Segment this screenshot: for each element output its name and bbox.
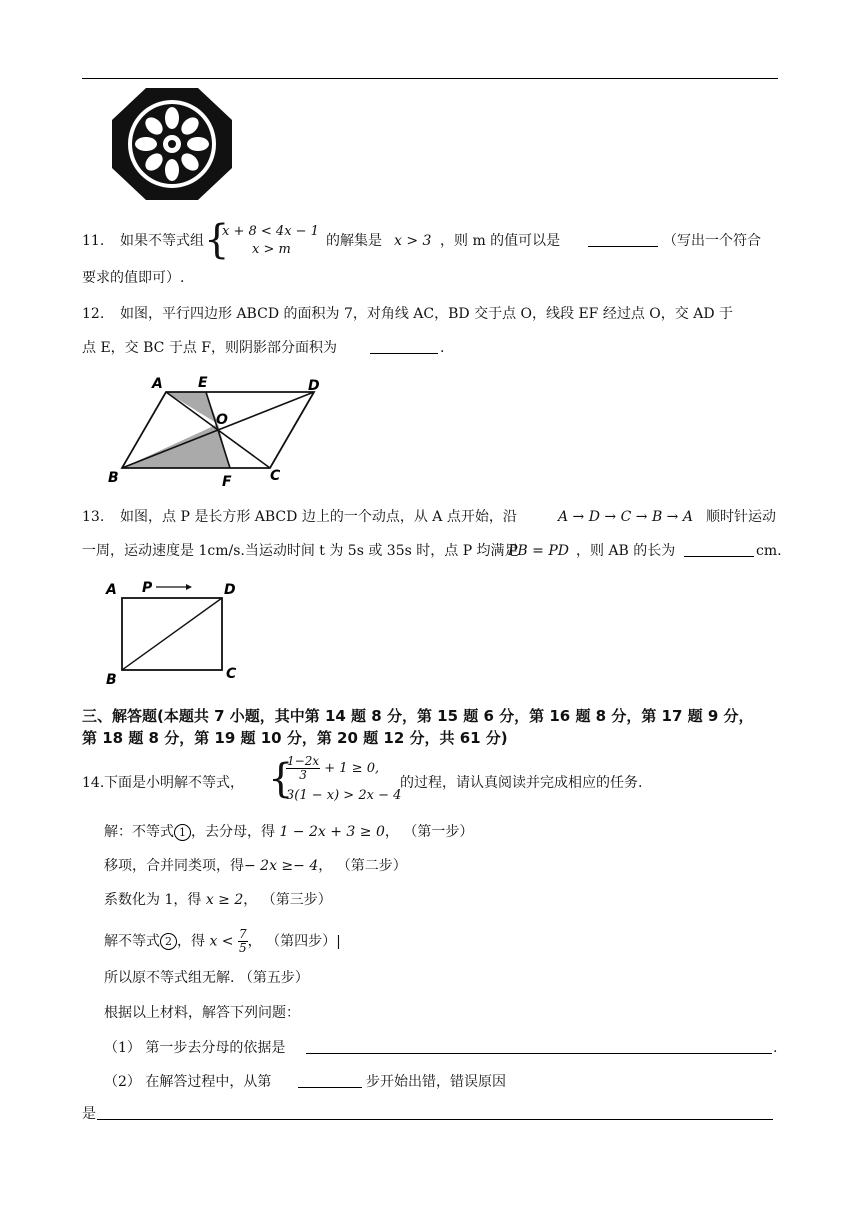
q14-step1-b: ，去分母，得 [191, 824, 275, 840]
header-rule [82, 78, 778, 79]
q14-sub2-a: （2） 在解答过程中，从第 [104, 1074, 272, 1090]
q14-step4-b: ，得 [177, 933, 205, 950]
q14-step4-c: ， （第四步）| [247, 933, 341, 950]
q14-step2-math: − 2x ≥− 4 [244, 858, 319, 874]
q13-label-c: C [226, 666, 237, 682]
q14-sub1-end: . [773, 1040, 778, 1056]
q14-frac-num: 1−2x [287, 754, 320, 768]
q13-label-d: D [224, 582, 236, 598]
q14-step3-math: x ≥ 2 [205, 892, 244, 908]
q12-text1: 如图，平行四边形 ABCD 的面积为 7，对角线 AC，BD 交于点 O，线段 EF 经过点 O，交 AD 于 [120, 306, 734, 322]
q12-label-d: D [308, 378, 320, 394]
q14-sub2-b: 步开始出错，错误原因 [366, 1074, 506, 1090]
q13-text1a: 如图，点 P 是长方形 ABCD 边上的一个动点，从 A 点开始，沿 [120, 509, 517, 525]
q11-line-b: 要求的值即可）. [82, 270, 185, 286]
q14-task: 根据以上材料，解答下列问题： [104, 1005, 300, 1021]
q14-step2-c: ， （第二步） [318, 858, 407, 874]
q14-step4-math: x < [209, 933, 234, 950]
q13-arrow-head [186, 584, 192, 590]
q14-step1-c: ， （第一步） [384, 824, 474, 840]
q14-step4-fraction [238, 928, 248, 955]
q14-frac-den: 3 [299, 768, 307, 782]
q11-prefix: 如果不等式组 [120, 233, 204, 249]
q14-step1-math: 1 − 2x + 3 ≥ 0 [279, 824, 385, 840]
q13-path: A → D → C → B → A [558, 509, 693, 525]
q14-step3-c: ， （第三步） [243, 892, 332, 908]
q11-system-line1: x + 8 < 4x − 1 [222, 224, 319, 239]
q14-step2 [104, 856, 407, 876]
q11-system-line2: x > m [252, 242, 291, 257]
q14-sub2-reason-blank[interactable] [97, 1105, 773, 1120]
q11-condition: x > 3 [394, 233, 432, 249]
q13-answer-blank[interactable] [684, 542, 754, 557]
q12-label-c: C [270, 468, 281, 484]
q11-system [222, 223, 319, 259]
q14-sub1: （1） 第一步去分母的依据是 [104, 1040, 286, 1056]
q13-number: 13. [82, 509, 105, 525]
q14-step5: 所以原不等式组无解. （第五步） [104, 970, 309, 986]
q12-label-o: O [216, 412, 228, 428]
q11-number: 11. [82, 233, 105, 249]
q14-step4-num: 7 [238, 927, 247, 941]
q14-step2-a: 移项，合并同类项，得 [104, 858, 244, 874]
q14-system-line2: 3(1 − x) > 2x − 4 [286, 788, 402, 803]
q14-intro: 下面是小明解不等式， [104, 775, 244, 791]
q12-answer-blank[interactable] [370, 339, 438, 354]
q12-end: . [440, 340, 445, 356]
q14-step4-a: 解不等式 [104, 933, 160, 950]
q12-label-a: A [152, 376, 163, 392]
section3-heading-line2: 第 18 题 8 分，第 19 题 10 分，第 20 题 12 分，共 61 分) [82, 729, 508, 747]
q11-answer-blank[interactable] [588, 232, 658, 247]
q14-circle-2: 2 [160, 933, 177, 950]
q11-mid: 的解集是 [326, 233, 382, 249]
q14-system-line1 [286, 755, 379, 782]
q12-number: 12. [82, 306, 105, 322]
q14-step1 [104, 822, 473, 842]
q13-unit: cm. [756, 543, 782, 559]
q14-step3 [104, 890, 332, 910]
q14-step4-den: 5 [238, 941, 247, 955]
q13-text2a: 一周，运动速度是 1cm/s.当运动时间 t 为 5s 或 35s 时，点 P 均满足 [82, 543, 519, 559]
q14-intro-end: 的过程，请认真阅读并完成相应的任务. [400, 775, 643, 791]
q13-text1b: 顺时针运动 [706, 509, 776, 525]
q13-label-p: P [142, 580, 153, 596]
q14-step1-a: 解：不等式 [104, 824, 174, 840]
q12-label-f: F [222, 474, 232, 490]
q14-brace: { [268, 756, 294, 802]
q14-sub2-step-blank[interactable] [298, 1073, 362, 1088]
q14-ineq1-rest: + 1 ≥ 0, [324, 761, 380, 776]
q12-label-b: B [108, 470, 119, 486]
q13-label-a: A [106, 582, 117, 598]
section3-heading-line1: 三、解答题(本题共 7 小题，其中第 14 题 8 分，第 15 题 6 分，第 16 题 8 分，第 17 题 9 分， [82, 707, 754, 725]
q13-diagonal-bd [122, 598, 222, 670]
q12-label-e: E [198, 375, 208, 391]
q13-text2b: ，则 AB 的长为 [576, 543, 676, 559]
q12-text2: 点 E，交 BC 于点 F，则阴影部分面积为 [82, 340, 337, 356]
q14-step3-a: 系数化为 1，得 [104, 892, 202, 908]
q13-rectangle-figure [100, 576, 250, 688]
q12-parallelogram-figure [100, 372, 340, 492]
q14-fraction [286, 755, 320, 782]
q11-brace: { [204, 217, 230, 263]
q11-mid2: ，则 m 的值可以是 [440, 233, 561, 249]
q11-suffix: （写出一个符合 [663, 233, 761, 249]
q14-circle-1: 1 [174, 824, 191, 841]
q14-number: 14. [82, 775, 105, 791]
q14-sub1-blank[interactable] [306, 1039, 772, 1054]
q14-step4 [104, 928, 341, 955]
q13-condition: PB = PD [508, 543, 569, 559]
q14-sub2-c: 是 [82, 1106, 96, 1122]
q13-label-b: B [106, 672, 117, 688]
octagon-lattice-emblem [110, 86, 234, 202]
